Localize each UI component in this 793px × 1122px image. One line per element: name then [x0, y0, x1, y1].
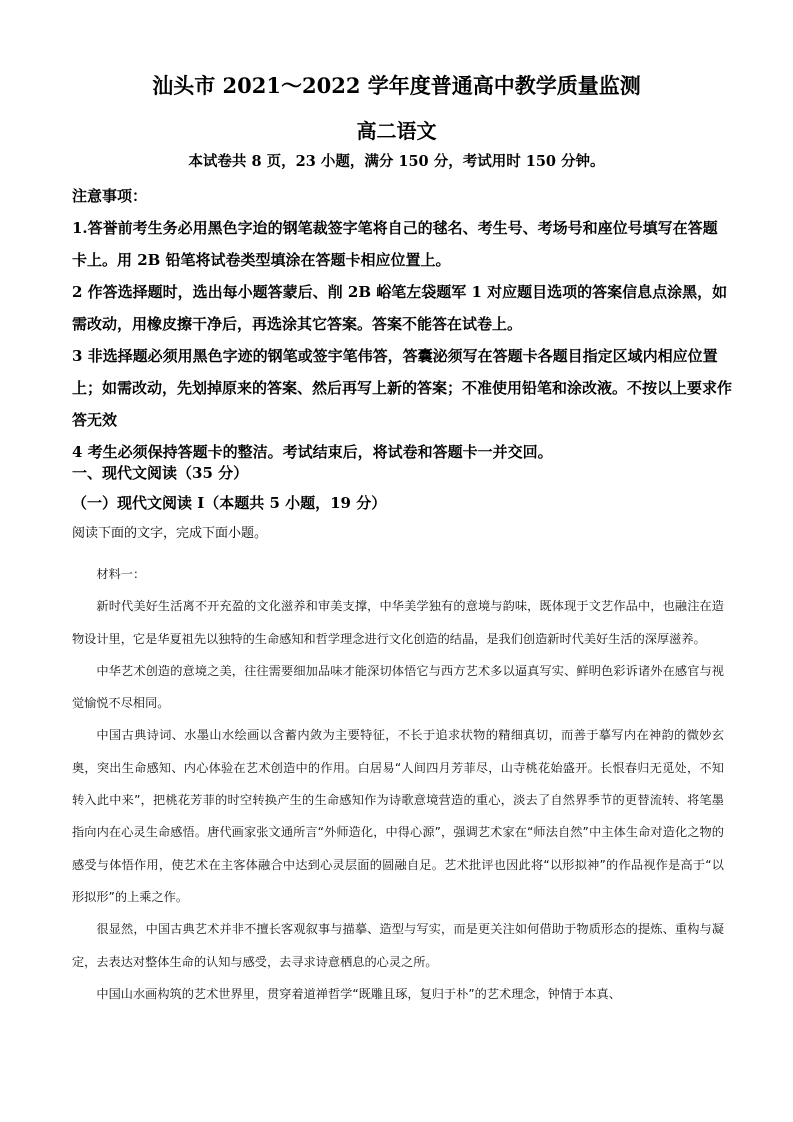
section-headings — [72, 458, 732, 518]
section-heading: 一、现代文阅读（35 分） — [72, 464, 249, 482]
material-paragraph: 中华艺术创造的意境之美，往往需要细加品味才能深切体悟它与西方艺术多以逼真写实、鲜明色彩诉诸外在感官与视觉愉悦不尽相同。 — [72, 663, 724, 711]
subsection-heading: （一）现代文阅读 I（本题共 5 小题，19 分） — [72, 494, 387, 512]
material-paragraph: 很显然，中国古典艺术并非不擅长客观叙事与描摹、造型与写实，而是更关注如何借助于物质形态的提炼、重构与凝定，去表达对整体生命的认知与感受，去寻求诗意栖息的心灵之所。 — [72, 922, 724, 969]
notice-item: 4 考生必须保持答题卡的整洁。考试结束后，将试卷和答题卡一并交回。 — [72, 443, 553, 461]
reading-instruction: 阅读下面的文字，完成下面小题。 — [72, 526, 268, 541]
material-paragraph: 中国山水画构筑的艺术世界里，贯穿着道禅哲学“既雕且琢，复归于朴”的艺术理念，钟情于本真、 — [96, 986, 621, 1001]
exam-subtitle: 高二语文 — [356, 119, 437, 143]
exam-intro: 本试卷共 8 页，23 小题，满分 150 分，考试用时 150 分钟。 — [188, 153, 605, 170]
material-text — [72, 558, 724, 1010]
notice-block — [72, 180, 732, 468]
material-paragraph: 中国古典诗词、水墨山水绘画以含蓄内敛为主要特征，不长于追求状物的精细真切，而善于摹写内在神韵的微妙玄奥，突出生命感知、内心体验在艺术创造中的作用。白居易“人间四月芳菲尽，山寺桃花始盛开。长恨春归无觅处，不知转入此中来”，把桃花芳菲的时空转换产生的生命感知作为诗歌意境营造的重心，淡去了自然界季节的更替流转、将笔墨指向内在心灵生命感悟。唐代画家张文通所言“外师造化，中得心源”，强调艺术家在“师法自然”中主体生命对造化之物的感受与体悟作用，使艺术在主客体融合中达到心灵层面的圆融自足。艺术批评也因此将“以形拟神”的作品视作是高于“以形拟形”的上乘之作。 — [72, 728, 724, 904]
notice-item: 2 作答选择题时，选出每小题答蒙后、削 2B 峪笔左袋题军 1 对应题目选项的答案信息点涂黑，如需改动，用橡皮擦干净后，再选涂其它答案。答案不能答在试卷上。 — [72, 283, 728, 333]
notice-heading: 注意事项： — [72, 187, 148, 205]
material-label: 材料一： — [96, 567, 146, 581]
material-paragraph: 新时代美好生活离不开充盈的文化滋养和审美支撑，中华美学独有的意境与韵味，既体现于文艺作品中，也融注在造物设计里，它是华夏祖先以独特的生命感知和哲学理念进行文化创造的结晶，是我们创造新时代美好生活的深厚滋养。 — [72, 599, 724, 646]
notice-item: 3 非选择题必须用黑色字迹的钢笔或签宇笔伟答，答囊泌须写在答题卡各题目指定区域内相应位置上；如需改动，先划掉原来的答案、然后再写上新的答案；不准使用铅笔和涂改液。不按以上要求作答无效 — [72, 347, 733, 429]
exam-title: 汕头市 2021～2022 学年度普通高中教学质量监测 — [152, 73, 641, 98]
notice-item: 1.答誉前考生务必用黑色字迨的钢笔裁签字笔将自己的毬名、考生号、考场号和座位号填写在答题卡上。用 2B 铅笔将试卷类型填涂在答题卡相应位置上。 — [72, 219, 718, 269]
